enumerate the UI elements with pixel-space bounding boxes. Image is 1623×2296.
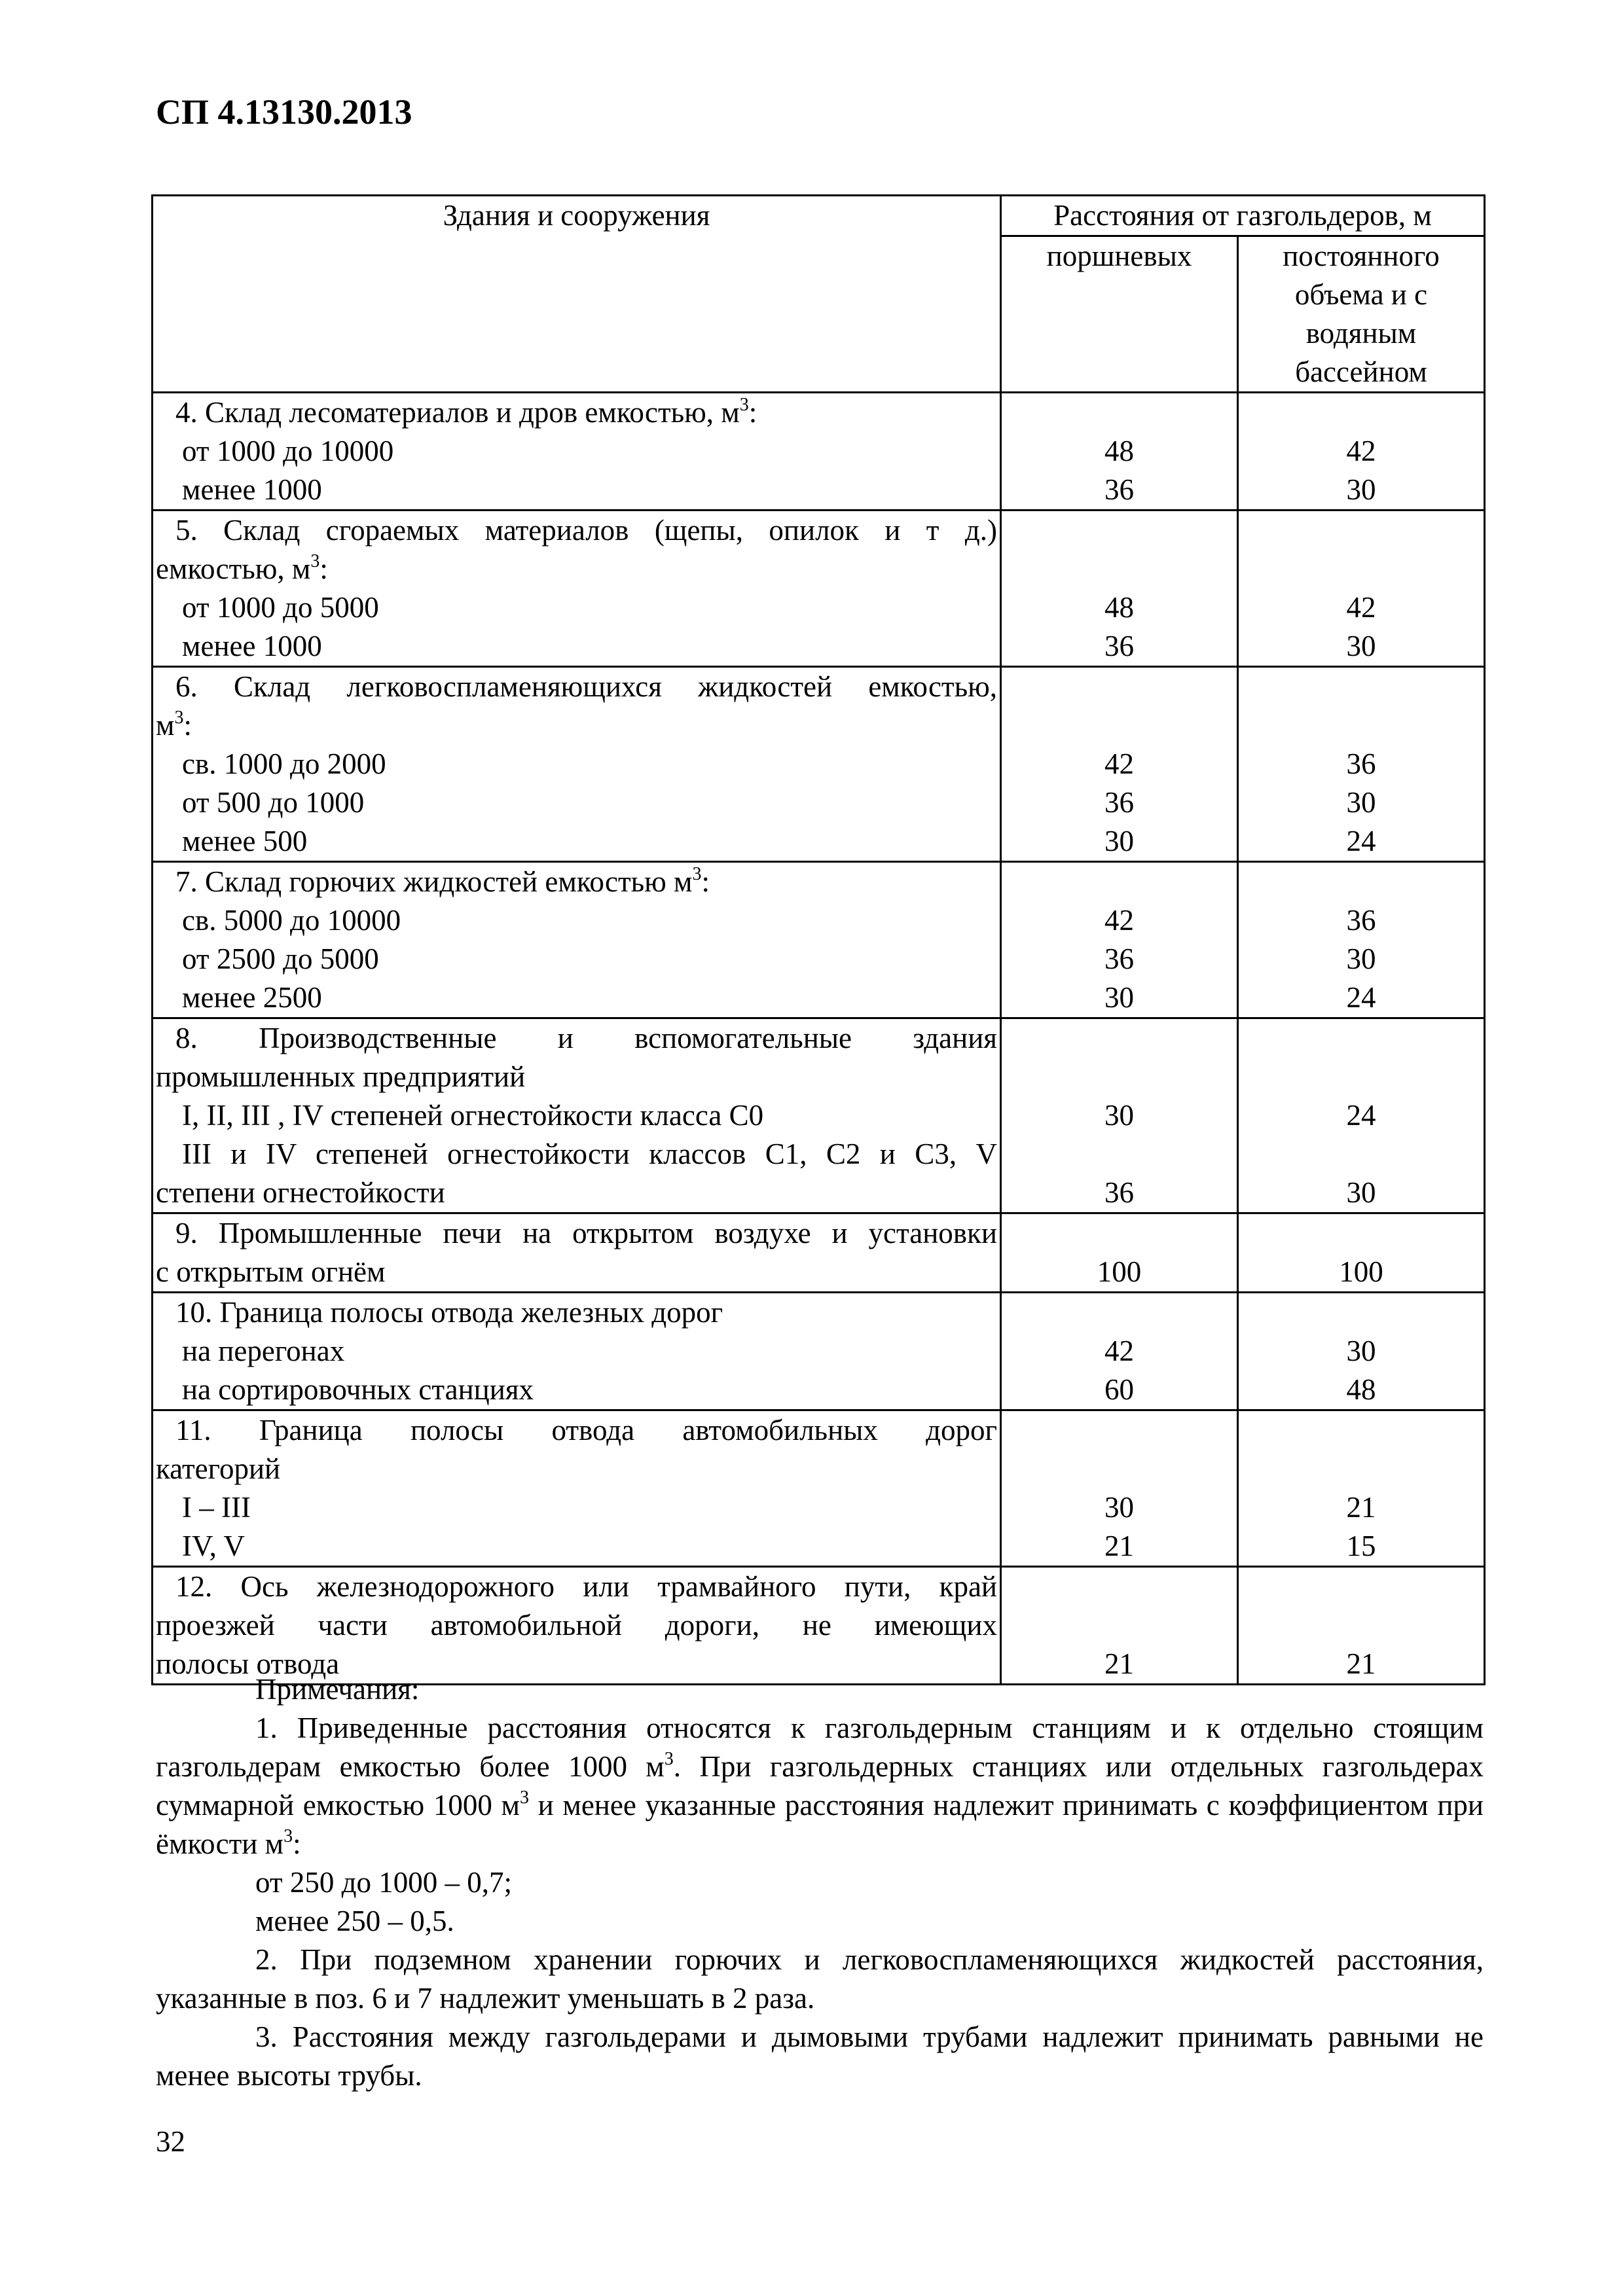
row-7-piston: 42 36 30 [1001,862,1238,1018]
header-buildings [153,196,1001,393]
row-9-piston: 100 [1001,1213,1238,1293]
header-constant-volume [1238,236,1485,393]
header-line: постоянного [1283,240,1440,272]
row-11-name [153,1410,1001,1567]
row-8-piston: 30 36 [1001,1018,1238,1213]
header-distance-group: Расстояния от газгольдеров, м [1001,196,1485,236]
row-item-label: от 1000 до 5000 [182,591,379,624]
row-title: 8. Производственные и вспомогательные здания [175,1022,997,1054]
row-item-label: менее 1000 [182,473,322,506]
note-1: 1. Приведенные расстояния относятся к газгольдерным станциям и к отдельно стоящим газгольдерам емкостью более 1000 $м^3$. При газгольдерных станциях или отдельных газгольдерах суммарной емкостью 1000 $м^3$ и менее указанные расстояния надлежит принимать с коэффициентом при ёмкости $м^3$: [156,1712,1484,1860]
row-item-label: от 2500 до 5000 [182,942,379,975]
row-title: 5. Склад сгораемых материалов (щепы, опилок и т д.) [175,514,997,547]
note-1-coef-2: менее 250 – 0,5. [255,1905,454,1937]
row-title: 12. Ось железнодорожного или трамвайного пути, край [175,1570,997,1603]
row-item-label: на сортировочных станциях [182,1373,534,1406]
row-7-constant: 36 30 24 [1238,862,1485,1018]
row-item-label: степени огнестойкости [156,1176,445,1209]
row-title-cont: промышленных предприятий [156,1060,526,1093]
row-item-label: менее 500 [182,825,308,857]
table-header-row-1 [153,196,1485,236]
notes-title: Примечания: [255,1673,420,1706]
row-item-label: менее 2500 [182,981,322,1014]
header-line: бассейном [1295,355,1427,388]
row-6-piston: 42 36 30 [1001,667,1238,862]
table-row [153,1293,1485,1410]
row-title-cont: $м^3$: [156,708,192,742]
row-7-name [153,862,1001,1018]
document-code: СП 4.13130.2013 [156,92,412,132]
distance-table [151,194,1486,1685]
row-6-name [153,667,1001,862]
row-8-name [153,1018,1001,1213]
row-8-constant: 24 30 [1238,1018,1485,1213]
row-11-constant: 21 15 [1238,1410,1485,1567]
row-12-piston: 21 [1001,1567,1238,1685]
row-title-cont: категорий [156,1452,281,1485]
row-title-cont: проезжей части автомобильной дороги, не имеющих [156,1609,997,1641]
note-2: 2. При подземном хранении горючих и легковоспламеняющихся жидкостей расстояния, указанные в поз. 6 и 7 надлежит уменьшать в 2 раза. [156,1943,1484,2015]
header-line: объема и с [1294,278,1428,311]
row-10-name [153,1293,1001,1410]
row-4-piston: 48 36 [1001,393,1238,511]
row-10-constant: 30 48 [1238,1293,1485,1410]
header-piston: поршневых [1001,236,1238,393]
row-item-label: от 1000 до 10000 [182,435,394,467]
row-item-label: св. 1000 до 2000 [182,747,386,780]
table-row [153,862,1485,1018]
row-12-constant: 21 [1238,1567,1485,1685]
row-item-label: от 500 до 1000 [182,786,365,819]
row-item-label: св. 5000 до 10000 [182,904,401,937]
table-row [153,1018,1485,1213]
row-9-constant: 100 [1238,1213,1485,1293]
row-title: 10. Граница полосы отвода железных дорог [175,1296,723,1329]
row-9-name [153,1213,1001,1293]
table-row [153,1213,1485,1293]
header-buildings-label: Здания и сооружения [443,199,710,232]
note-1-coef-1: от 250 до 1000 – 0,7; [255,1866,512,1899]
row-4-name [153,393,1001,511]
row-title: 9. Промышленные печи на открытом воздухе и установки [175,1217,997,1249]
row-title: 6. Склад легковоспламеняющихся жидкостей емкостью, [175,670,997,703]
table-row [153,1410,1485,1567]
row-10-piston: 42 60 [1001,1293,1238,1410]
row-item-label: IV, V [182,1530,245,1562]
table-row [153,667,1485,862]
notes-section [156,1670,1484,2095]
row-item-label: III и IV степеней огнестойкости классов С1, С2 и С3, V [182,1138,997,1170]
table-row [153,393,1485,511]
row-5-name [153,511,1001,667]
row-title: 11. Граница полосы отвода автомобильных дорог [175,1414,997,1446]
row-item-label: I, II, III , IV степеней огнестойкости класса С0 [182,1099,764,1132]
note-3: 3. Расстояния между газгольдерами и дымовыми трубами надлежит принимать равными не менее высоты трубы. [156,2020,1484,2092]
row-12-name [153,1567,1001,1685]
row-item-label: менее 1000 [182,630,322,662]
page-number: 32 [156,2125,185,2158]
row-title-cont: с открытым огнём [156,1255,386,1288]
row-title-cont: емкостью, $м^3$: [156,551,328,585]
row-11-piston: 30 21 [1001,1410,1238,1567]
table-row [153,1567,1485,1685]
table-row [153,511,1485,667]
row-item-label: на перегонах [182,1335,345,1367]
row-title: 7. Склад горючих жидкостей емкостью $м^3$: [175,864,710,898]
row-5-constant: 42 30 [1238,511,1485,667]
row-title-cont: полосы отвода [156,1647,340,1680]
header-line: водяным [1305,317,1417,350]
row-title: 4. Склад лесоматериалов и дров емкостью, $м^3$: [175,395,757,429]
row-6-constant: 36 30 24 [1238,667,1485,862]
row-4-constant: 42 30 [1238,393,1485,511]
row-item-label: I – III [182,1491,251,1524]
row-5-piston: 48 36 [1001,511,1238,667]
